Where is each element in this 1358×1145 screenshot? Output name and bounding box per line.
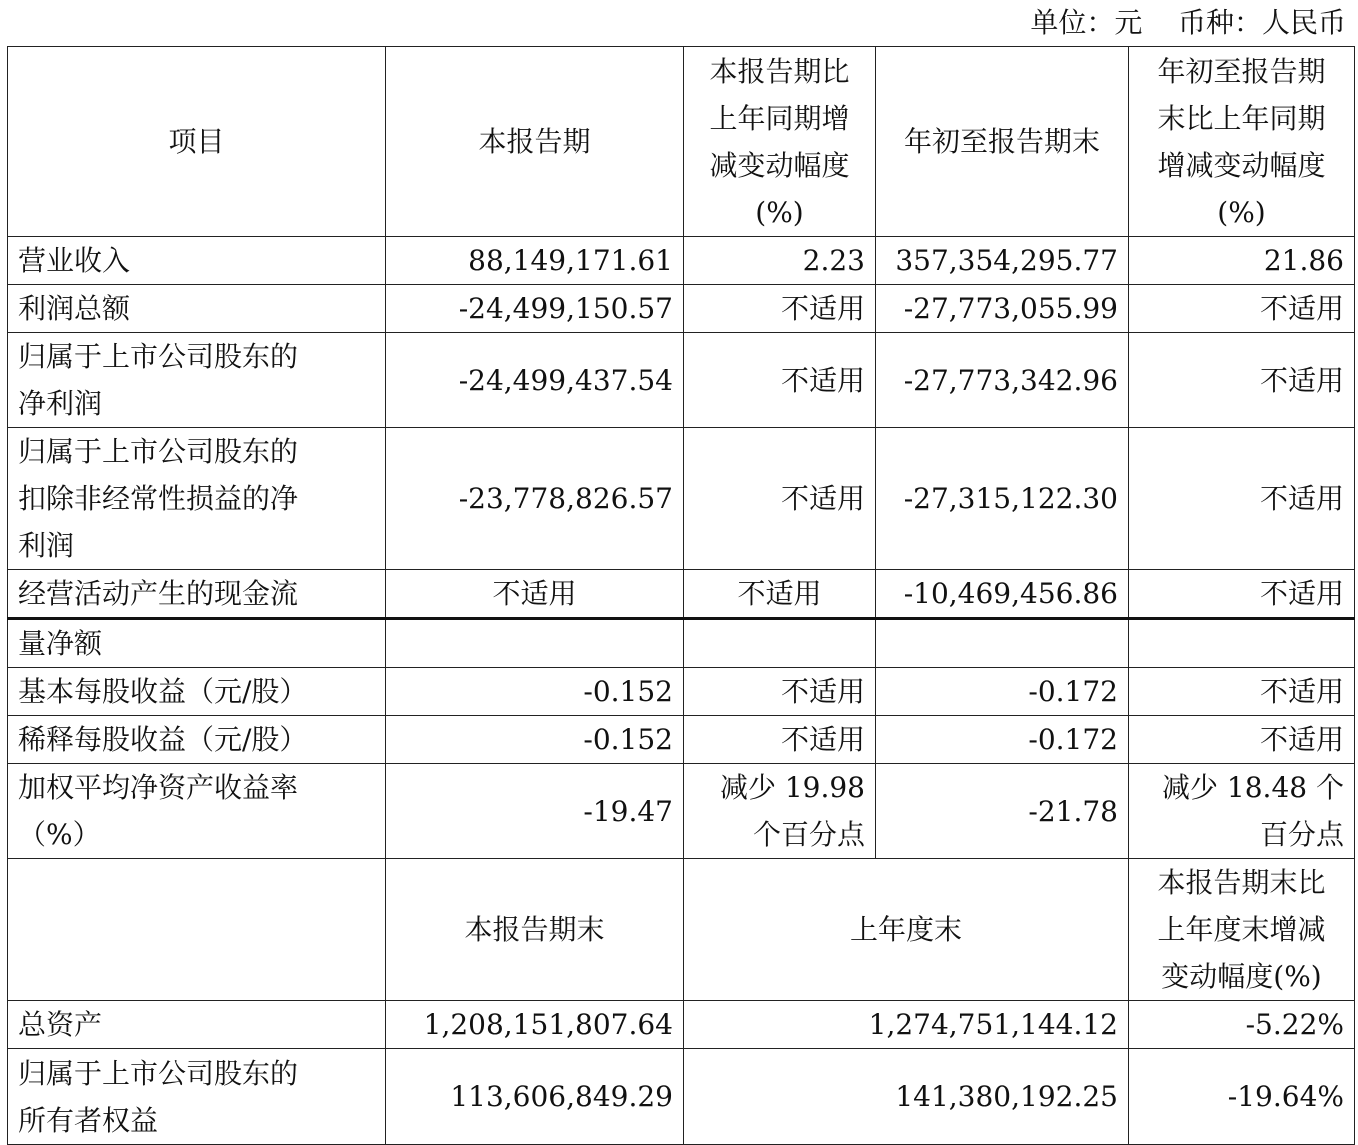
balance-prior-year-end: 141,380,192.25 (684, 1049, 1129, 1145)
row-ytd: -21.78 (876, 764, 1129, 859)
table-row (8, 285, 1355, 333)
row-item: 归属于上市公司股东的 扣除非经常性损益的净 利润 (8, 428, 386, 570)
balance-period-end: 1,208,151,807.64 (386, 1001, 684, 1049)
table-row (8, 428, 1355, 570)
header-ytd-change: 年初至报告期 末比上年同期 增减变动幅度 (%) (1129, 47, 1355, 237)
balance-change: -5.22% (1129, 1001, 1355, 1049)
row-ytd: -27,773,342.96 (876, 333, 1129, 428)
row-current: -23,778,826.57 (386, 428, 684, 570)
row-ytd-change: 不适用 (1129, 428, 1355, 570)
row-ytd-change: 不适用 (1129, 716, 1355, 764)
row-current: 不适用 (386, 570, 684, 619)
balance-item: 总资产 (8, 1001, 386, 1049)
row-item: 基本每股收益（元/股） (8, 668, 386, 716)
row-item: 稀释每股收益（元/股） (8, 716, 386, 764)
row-current (386, 619, 684, 668)
row-ytd (876, 619, 1129, 668)
row-item: 归属于上市公司股东的 净利润 (8, 333, 386, 428)
balance-prior-year-end: 1,274,751,144.12 (684, 1001, 1129, 1049)
table-header-row (8, 47, 1355, 237)
balance-row (8, 1049, 1355, 1145)
header-ytd: 年初至报告期末 (876, 47, 1129, 237)
row-current: -19.47 (386, 764, 684, 859)
row-ytd-change: 21.86 (1129, 237, 1355, 285)
row-ytd: -27,773,055.99 (876, 285, 1129, 333)
balance-header-period-end: 本报告期末 (386, 859, 684, 1001)
row-current: -0.152 (386, 668, 684, 716)
header-current-period: 本报告期 (386, 47, 684, 237)
header-item: 项目 (8, 47, 386, 237)
row-ytd-change: 不适用 (1129, 285, 1355, 333)
row-ytd-change: 不适用 (1129, 333, 1355, 428)
unit-label: 单位：元 (1030, 6, 1143, 39)
row-change: 不适用 (684, 333, 876, 428)
row-ytd: -10,469,456.86 (876, 570, 1129, 619)
balance-header-change: 本报告期末比 上年度末增减 变动幅度(%) (1129, 859, 1355, 1001)
currency-label: 币种：人民币 (1177, 6, 1346, 39)
row-change: 减少 19.98 个百分点 (684, 764, 876, 859)
row-ytd-change (1129, 619, 1355, 668)
row-change (684, 619, 876, 668)
row-current: -0.152 (386, 716, 684, 764)
balance-period-end: 113,606,849.29 (386, 1049, 684, 1145)
row-item: 量净额 (8, 619, 386, 668)
row-change: 不适用 (684, 668, 876, 716)
row-item: 营业收入 (8, 237, 386, 285)
row-change: 不适用 (684, 428, 876, 570)
row-current: 88,149,171.61 (386, 237, 684, 285)
row-ytd: 357,354,295.77 (876, 237, 1129, 285)
balance-change: -19.64% (1129, 1049, 1355, 1145)
table-row (8, 570, 1355, 619)
row-ytd: -0.172 (876, 668, 1129, 716)
header-current-change: 本报告期比 上年同期增 减变动幅度 (%) (684, 47, 876, 237)
table-row (8, 716, 1355, 764)
balance-header-item (8, 859, 386, 1001)
row-current: -24,499,437.54 (386, 333, 684, 428)
row-ytd-change: 不适用 (1129, 570, 1355, 619)
table-row (8, 668, 1355, 716)
table-row (8, 764, 1355, 859)
table-row (8, 619, 1355, 668)
row-item: 加权平均净资产收益率 （%） (8, 764, 386, 859)
row-item: 经营活动产生的现金流 (8, 570, 386, 619)
row-change: 不适用 (684, 570, 876, 619)
row-current: -24,499,150.57 (386, 285, 684, 333)
row-change: 不适用 (684, 285, 876, 333)
row-change: 2.23 (684, 237, 876, 285)
financial-data-table (7, 46, 1355, 1145)
table-row (8, 237, 1355, 285)
row-ytd-change: 不适用 (1129, 668, 1355, 716)
row-item: 利润总额 (8, 285, 386, 333)
row-ytd: -0.172 (876, 716, 1129, 764)
row-ytd-change: 减少 18.48 个 百分点 (1129, 764, 1355, 859)
row-ytd: -27,315,122.30 (876, 428, 1129, 570)
row-change: 不适用 (684, 716, 876, 764)
table-row (8, 333, 1355, 428)
balance-item: 归属于上市公司股东的 所有者权益 (8, 1049, 386, 1145)
balance-row (8, 1001, 1355, 1049)
balance-header-prior-year-end: 上年度末 (684, 859, 1129, 1001)
balance-header-row (8, 859, 1355, 1001)
unit-currency-note (1030, 0, 1346, 46)
